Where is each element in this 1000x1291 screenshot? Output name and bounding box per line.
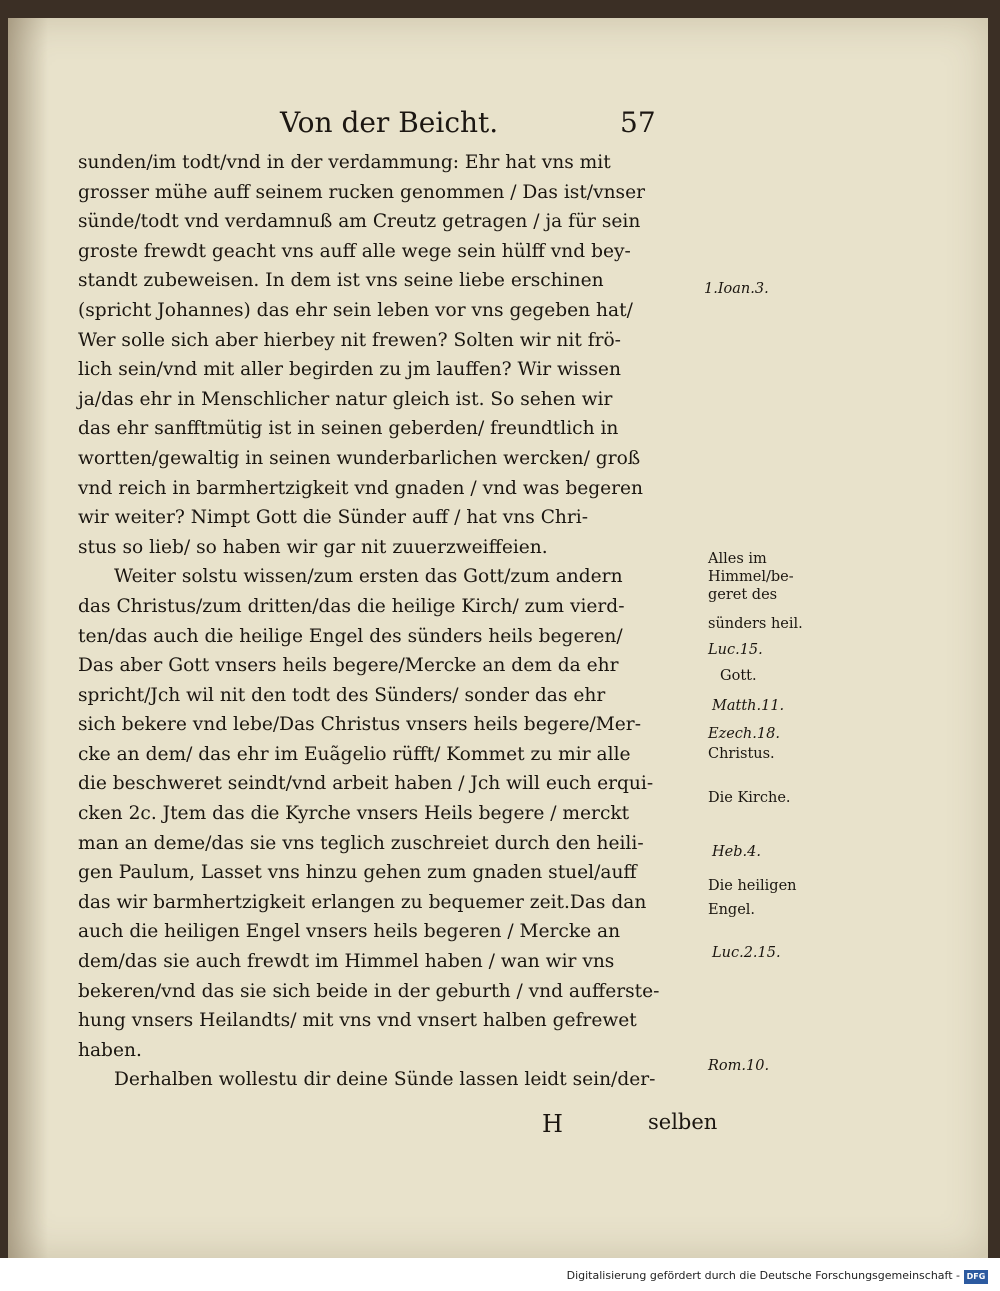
text-line: vnd reich in barmhertzigkeit vnd gnaden / vnd was begeren <box>78 477 644 499</box>
margin-note: Luc.15. <box>708 642 763 658</box>
text-line: Weiter solstu wissen/zum ersten das Gott/zum andern <box>114 566 623 588</box>
text-line: haben. <box>78 1039 142 1061</box>
text-line: cke an dem/ das ehr im Euãgelio rüfft/ Kommet zu mir alle <box>78 743 631 765</box>
text-line: Das aber Gott vnsers heils begere/Mercke an dem da ehr <box>78 655 619 677</box>
text-line: cken 2c. Jtem das die Kyrche vnsers Heils begere / merckt <box>78 803 630 825</box>
margin-note: Die Kirche. <box>708 790 791 806</box>
text-line: stus so lieb/ so haben wir gar nit zuuerzweiffeien. <box>78 536 548 558</box>
margin-note: Luc.2.15. <box>712 945 781 961</box>
text-line: dem/das sie auch frewdt im Himmel haben / wan wir vns <box>78 951 615 973</box>
dfg-logo-icon: DFG <box>964 1270 988 1284</box>
text-line: bekeren/vnd das sie sich beide in der geburth / vnd aufferste- <box>78 980 660 1002</box>
text-line: standt zubeweisen. In dem ist vns seine liebe erschinen <box>78 270 604 292</box>
text-line: hung vnsers Heilandts/ mit vns vnd vnsert halben gefrewet <box>78 1010 637 1032</box>
running-head: Von der Beicht. <box>280 106 499 139</box>
page-gutter-shadow <box>8 18 48 1258</box>
text-line: sunden/im todt/vnd in der verdammung: Ehr hat vns mit <box>78 152 611 173</box>
margin-note: Matth.11. <box>712 698 785 714</box>
text-line: ja/das ehr in Menschlicher natur gleich ist. So sehen wir <box>78 388 613 410</box>
text-line: das wir barmhertzigkeit erlangen zu bequemer zeit.Das dan <box>78 891 647 913</box>
text-line: grosser mühe auff seinem rucken genommen / Das ist/vnser <box>78 181 645 203</box>
text-line: die beschweret seindt/vnd arbeit haben / Jch will euch erqui- <box>78 773 654 795</box>
margin-note: geret des <box>708 587 778 603</box>
catchword: selben <box>648 1110 718 1134</box>
text-line: gen Paulum, Lasset vns hinzu gehen zum gnaden stuel/auff <box>78 862 637 884</box>
margin-note: Gott. <box>720 668 757 684</box>
text-line: man an deme/das sie vns teglich zuschreiet durch den heili- <box>78 832 644 854</box>
book-page <box>8 18 988 1258</box>
text-line: ten/das auch die heilige Engel des sünders heils begeren/ <box>78 625 623 647</box>
text-line: lich sein/vnd mit aller begirden zu jm lauffen? Wir wissen <box>78 359 621 381</box>
margin-note: Engel. <box>708 902 756 918</box>
text-line: sich bekere vnd lebe/Das Christus vnsers heils begere/Mer- <box>78 714 641 736</box>
margin-note: Ezech.18. <box>708 726 780 742</box>
credit-bar <box>0 1258 1000 1291</box>
body-text <box>78 148 718 1095</box>
digitization-credit: Digitalisierung gefördert durch die Deutsche Forschungsgemeinschaft - <box>566 1269 960 1282</box>
margin-note: Rom.10. <box>708 1058 770 1074</box>
text-line: Derhalben wollestu dir deine Sünde lassen leidt sein/der- <box>114 1069 656 1091</box>
page-number: 57 <box>620 106 656 139</box>
margin-note: 1.Ioan.3. <box>704 281 769 297</box>
text-line: das Christus/zum dritten/das die heilige Kirch/ zum vierd- <box>78 595 625 617</box>
text-line: (spricht Johannes) das ehr sein leben vor vns gegeben hat/ <box>78 299 633 321</box>
text-line: groste frewdt geacht vns auff alle wege sein hülff vnd bey- <box>78 240 631 262</box>
text-line: spricht/Jch wil nit den todt des Sünders/ sonder das ehr <box>78 684 606 706</box>
text-line: das ehr sanfftmütig ist in seinen geberden/ freundtlich in <box>78 418 619 440</box>
margin-note: sünders heil. <box>708 616 803 632</box>
margin-note: Alles im <box>708 551 767 567</box>
gathering-signature: H <box>542 1110 563 1138</box>
margin-note: Heb.4. <box>712 844 761 860</box>
margin-note: Himmel/be- <box>708 569 794 585</box>
page-header <box>8 106 988 146</box>
text-line: auch die heiligen Engel vnsers heils begeren / Mercke an <box>78 921 621 943</box>
text-line: wortten/gewaltig in seinen wunderbarlichen wercken/ groß <box>78 447 641 469</box>
margin-note: Christus. <box>708 746 775 762</box>
margin-note: Die heiligen <box>708 878 797 894</box>
text-line: Wer solle sich aber hierbey nit frewen? Solten wir nit frö- <box>78 329 621 351</box>
text-line: sünde/todt vnd verdamnuß am Creutz getragen / ja für sein <box>78 211 641 233</box>
page-footer <box>8 1110 988 1150</box>
text-line: wir weiter? Nimpt Gott die Sünder auff / hat vns Chri- <box>78 507 589 529</box>
